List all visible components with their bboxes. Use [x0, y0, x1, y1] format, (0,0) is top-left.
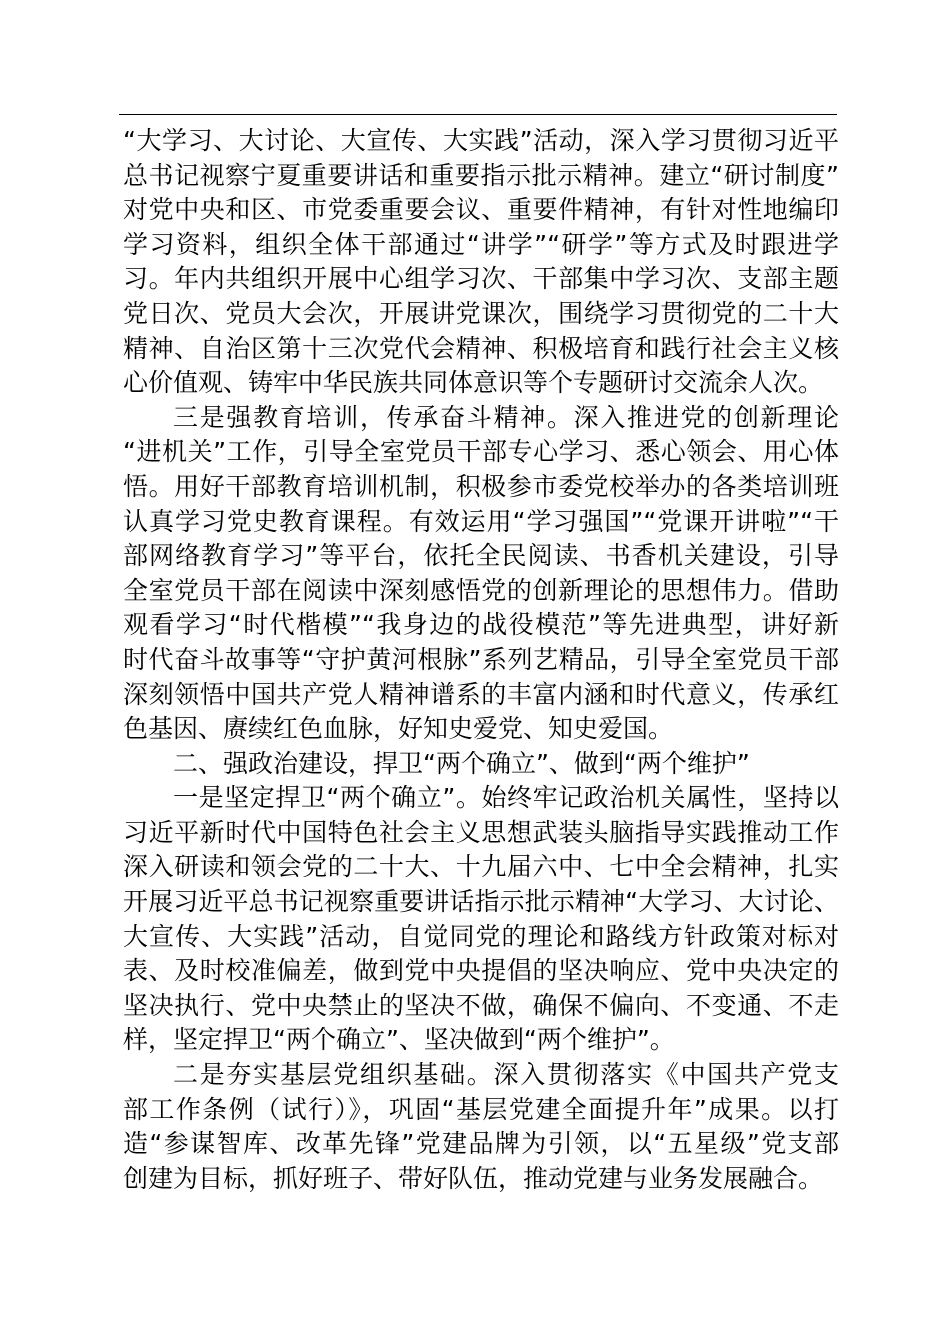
text-line: 心价值观、铸牢中华民族共同体意识等个专题研讨交流余人次。: [123, 368, 824, 398]
header-rule: [119, 114, 837, 115]
text-line: 悟。用好干部教育培训机制，积极参市委党校举办的各类培训班: [123, 471, 839, 501]
text-line: 样，坚定捍卫“两个确立”、坚决做到“两个维护”。: [123, 1025, 675, 1055]
text-line: 习近平新时代中国特色社会主义思想武装头脑指导实践推动工作: [123, 817, 839, 847]
text-line: 一是坚定捍卫“两个确立”。始终牢记政治机关属性，坚持以: [173, 783, 839, 813]
text-line: 三是强教育培训，传承奋斗精神。深入推进党的创新理论: [173, 402, 839, 432]
text-line: 认真学习党史教育课程。有效运用“学习强国”“党课开讲啦”“干: [123, 506, 839, 536]
text-line: 二是夯实基层党组织基础。深入贯彻落实《中国共产党支: [173, 1060, 839, 1090]
text-line: 二、强政治建设，捍卫“两个确立”、做到“两个维护”: [173, 748, 750, 778]
text-line: 对党中央和区、市党委重要会议、重要件精神，有针对性地编印: [123, 195, 839, 225]
text-line: 习。年内共组织开展中心组学习次、干部集中学习次、支部主题: [123, 264, 839, 294]
text-line: 开展习近平总书记视察重要讲话指示批示精神“大学习、大讨论、: [123, 887, 839, 917]
text-line: 大宣传、大实践”活动，自觉同党的理论和路线方针政策对标对: [123, 921, 839, 951]
text-line: “大学习、大讨论、大宣传、大实践”活动，深入学习贯彻习近平: [123, 126, 839, 155]
text-line: 全室党员干部在阅读中深刻感悟党的创新理论的思想伟力。借助: [123, 575, 839, 605]
text-line: 时代奋斗故事等“守护黄河根脉”系列艺精品，引导全室党员干部: [123, 644, 839, 674]
text-line: 学习资料，组织全体干部通过“讲学”“研学”等方式及时跟进学: [123, 229, 839, 259]
text-line: 深入研读和领会党的二十大、十九届六中、七中全会精神，扎实: [123, 852, 839, 882]
text-line: 创建为目标，抓好班子、带好队伍，推动党建与业务发展融合。: [123, 1163, 824, 1193]
text-line: 坚决执行、党中央禁止的坚决不做，确保不偏向、不变通、不走: [123, 990, 839, 1020]
text-line: 表、及时校准偏差，做到党中央提倡的坚决响应、党中央决定的: [123, 956, 839, 986]
document-body: [123, 124, 839, 1196]
text-line: 观看学习“时代楷模”“我身边的战役模范”等先进典型，讲好新: [123, 610, 839, 640]
text-line: 精神、自治区第十三次党代会精神、积极培育和践行社会主义核: [123, 333, 839, 363]
text-line: 总书记视察宁夏重要讲话和重要指示批示精神。建立“研讨制度”: [123, 160, 839, 190]
text-line: 造“参谋智库、改革先锋”党建品牌为引领，以“五星级”党支部: [123, 1129, 839, 1159]
text-line: 色基因、赓续红色血脉，好知史爱党、知史爱国。: [123, 714, 674, 744]
text-line: 部网络教育学习”等平台，依托全民阅读、书香机关建设，引导: [123, 541, 839, 571]
text-line: “进机关”工作，引导全室党员干部专心学习、悉心领会、用心体: [123, 437, 839, 467]
text-line: 党日次、党员大会次，开展讲党课次，围绕学习贯彻党的二十大: [123, 298, 839, 328]
text-line: 部工作条例（试行）》，巩固“基层党建全面提升年”成果。以打: [123, 1094, 839, 1124]
text-line: 深刻领悟中国共产党人精神谱系的丰富内涵和时代意义，传承红: [123, 679, 839, 709]
